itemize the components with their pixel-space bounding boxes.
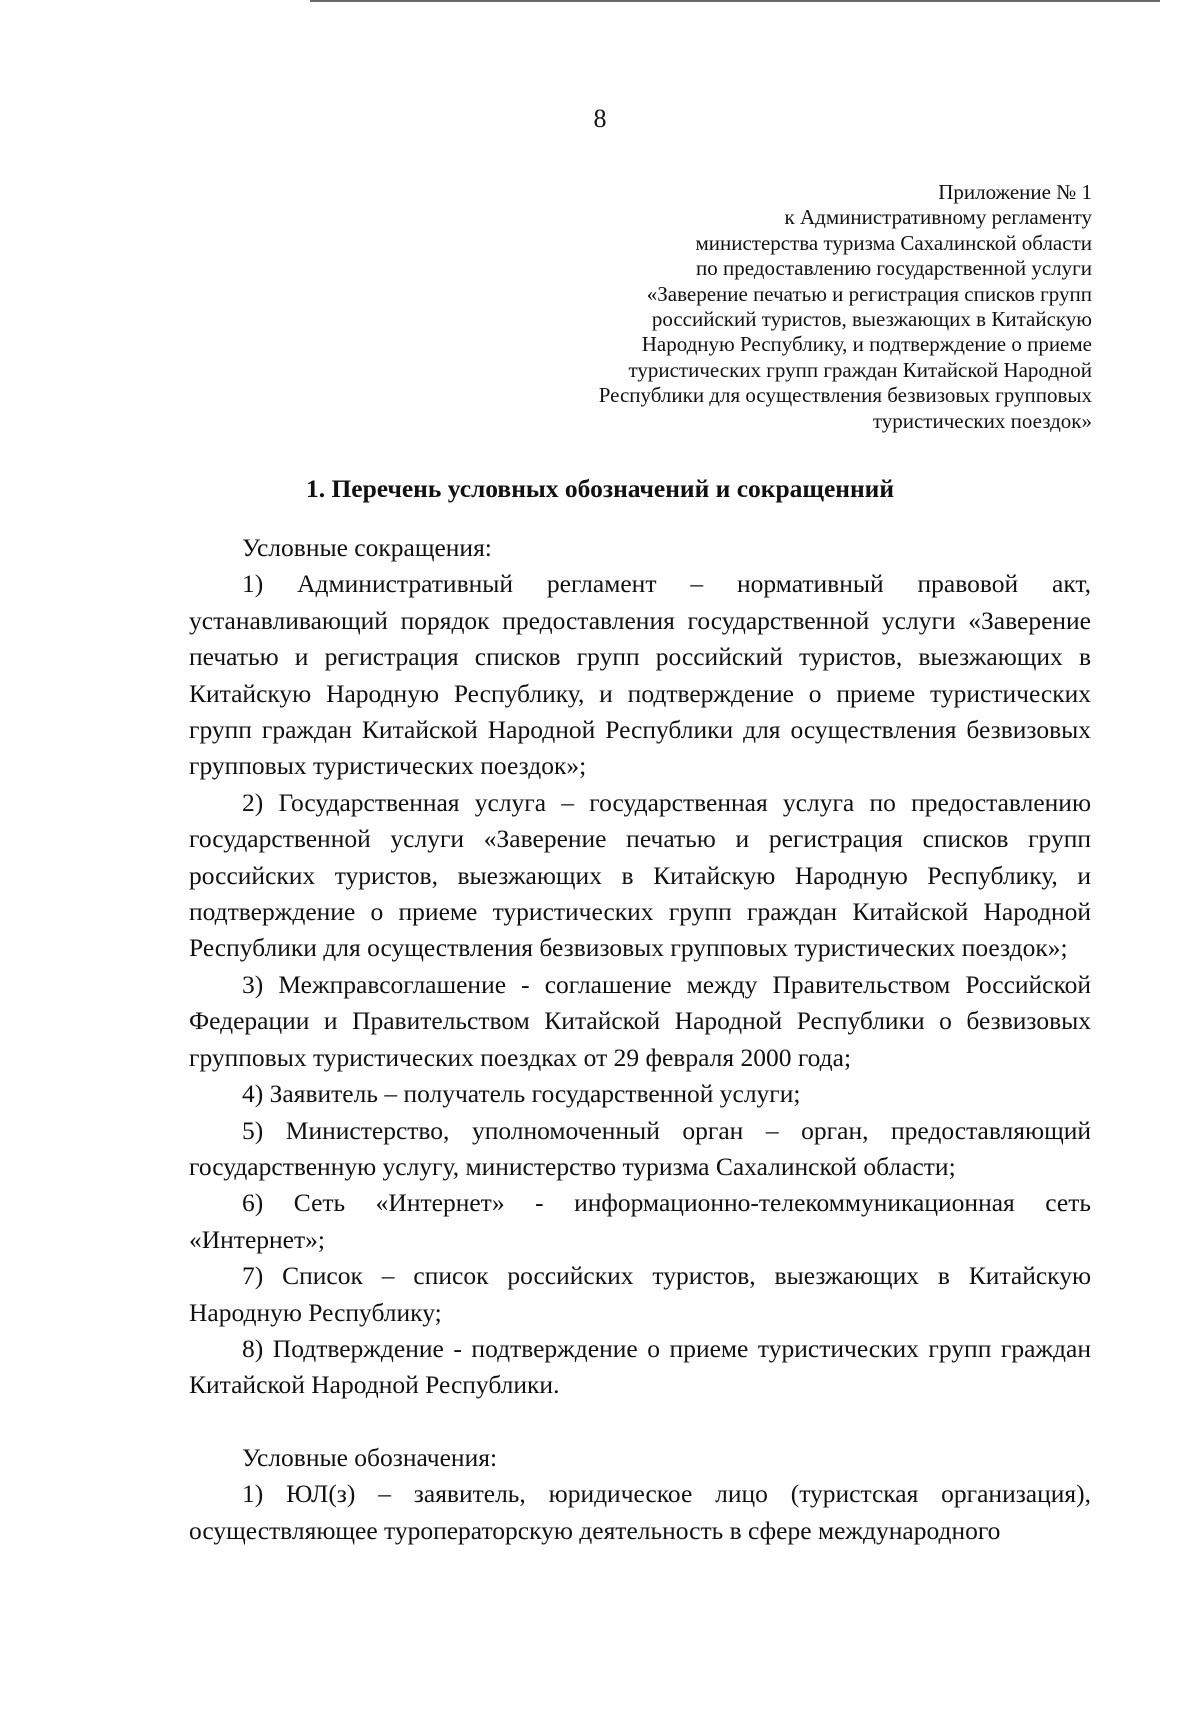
appendix-line: Приложение № 1	[938, 180, 1092, 204]
appendix-line: Республики для осуществления безвизовых групповых	[598, 383, 1092, 408]
appendix-line: Народную Республику, и подтверждение о приеме	[641, 332, 1092, 357]
abbreviation-item: 4) Заявитель – получатель государственной услуги;	[242, 1079, 801, 1109]
abbreviation-item: 2) Государственная услуга – государственная услуга по предоставлению государственной услуги «Заверение печатью и регистрация списков групп российских туристов, выезжающих в Китайскую Народную Республику, и подтверждение о приеме туристических групп граждан Китайской Народной Республики для осуществления безвизовых групповых туристических поездок»;	[189, 787, 1091, 963]
paragraph-spacer	[189, 1404, 1091, 1440]
appendix-header	[599, 180, 1092, 434]
abbreviation-item: 5) Министерство, уполномоченный орган – орган, предоставляющий государственную услугу, министерство туризма Сахалинской области;	[189, 1115, 1091, 1181]
document-body	[189, 530, 1091, 1549]
abbreviation-item: 1) Административный регламент – нормативный правовой акт, устанавливающий порядок предоставления государственной услуги «Заверение печатью и регистрация списков групп российский туристов, выезжающих в Китайскую Народную Республику, и подтверждение о приеме туристических групп граждан Китайской Народной Республики для осуществления безвизовых групповых туристических поездок»;	[189, 569, 1091, 781]
appendix-line: по предоставлению государственной услуги	[696, 256, 1092, 281]
appendix-line: туристических групп граждан Китайской Народной	[628, 357, 1092, 382]
section-title: 1. Перечень условных обозначений и сокращенний	[305, 474, 895, 503]
abbreviation-item: 8) Подтверждение - подтверждение о приеме туристических групп граждан Китайской Народной Республики.	[189, 1333, 1091, 1400]
abbreviation-item: 3) Межправсоглашение - соглашение между Правительством Российской Федерации и Правительством Китайской Народной Республики о безвизовых групповых туристических поездках от 29 февраля 2000 года;	[189, 969, 1091, 1072]
appendix-line: «Заверение печатью и регистрация списков групп	[646, 281, 1092, 306]
abbreviations-heading: Условные сокращения:	[242, 533, 492, 562]
scan-top-rule	[310, 0, 1160, 2]
appendix-line: к Административному регламенту	[784, 205, 1092, 230]
designation-item: 1) ЮЛ(з) – заявитель, юридическое лицо (туристская организация), осуществляющее туроператорскую деятельность в сфере международного	[189, 1479, 1091, 1545]
appendix-line: туристических поездок»	[872, 408, 1092, 433]
designations-heading: Условные обозначения:	[242, 1442, 498, 1472]
abbreviation-item: 7) Список – список российских туристов, выезжающих в Китайскую Народную Республику;	[189, 1261, 1091, 1327]
abbreviation-item: 6) Сеть «Интернет» - информационно-телекоммуникационная сеть «Интернет»;	[189, 1188, 1091, 1254]
appendix-line: министерства туризма Сахалинской области	[695, 230, 1092, 255]
page-number: 8	[593, 104, 607, 133]
appendix-line: российский туристов, выезжающих в Китайскую	[651, 307, 1092, 332]
